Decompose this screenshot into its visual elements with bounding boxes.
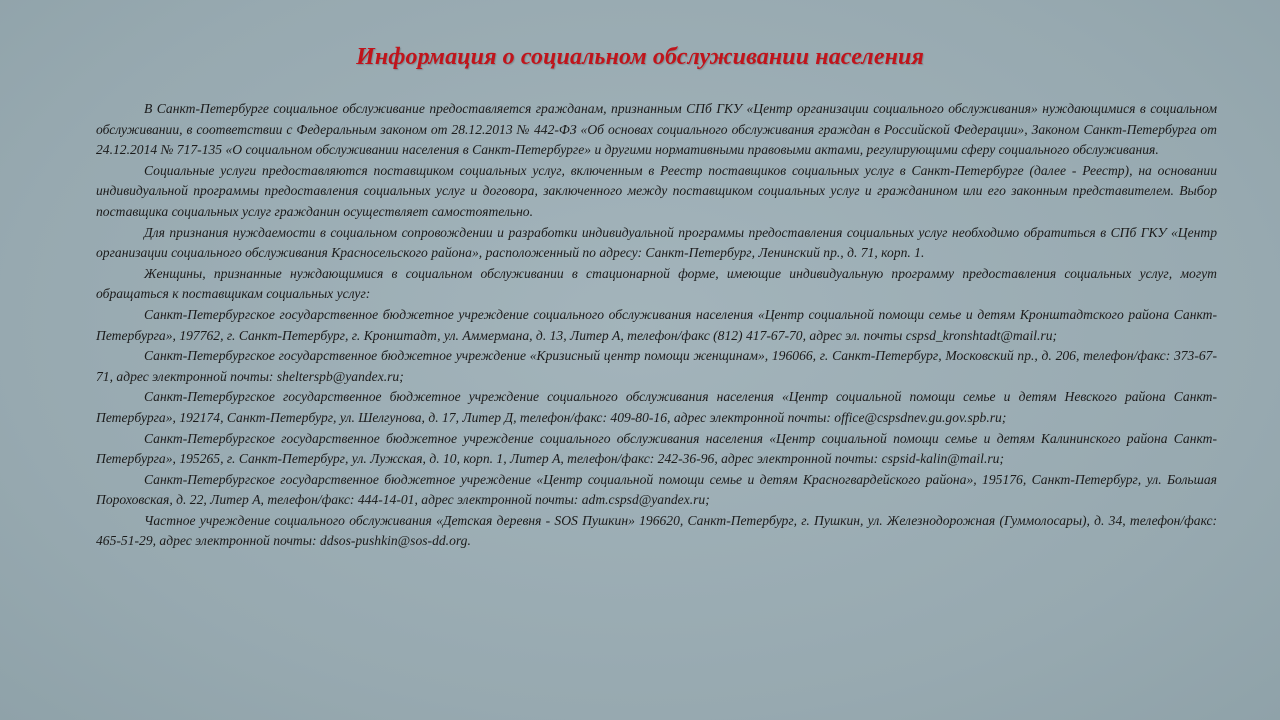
provider-suffix: ; (1001, 409, 1007, 425)
provider-krasnogvardeysky (96, 470, 1217, 511)
provider-kalininsky (96, 429, 1217, 470)
paragraph-intro: В Санкт-Петербурге социальное обслуживание предоставляется гражданам, признанным СПб ГКУ «Центр организации социального обслуживания» нуждающимися в социальном обслуживании, в соответствии с Федеральным законом от 28.12.2013 № 442-ФЗ «Об основах социального обслуживания граждан в Российской Федерации», Законом Санкт-Петербурга от 24.12.2014 № 717-135 «О социальном обслуживании населения в Санкт-Петербурге» и другими нормативными правовыми актами, регулирующими сферу социального обслуживания. (96, 101, 1217, 158)
paragraph-services: Социальные услуги предоставляются поставщиком социальных услуг, включенным в Реестр поставщиков социальных услуг в Санкт-Петербурге (далее - Реестр), на основании индивидуальной программы предоставления социальных услуг и договора, заключенного между поставщиком социальных услуг и гражданином или его законным представителем. Выбор поставщика социальных услуг гражданин осуществляет самостоятельно. (96, 162, 1217, 219)
email-link[interactable]: office@cspsdnev.gu.gov.spb.ru (834, 409, 1002, 425)
provider-suffix: . (467, 533, 471, 549)
page-title: Информация о социальном обслуживании населения (356, 44, 924, 70)
provider-text: Частное учреждение социального обслуживания «Детская деревня - SOS Пушкин» 196620, Санкт-Петербург, г. Пушкин, ул. Железнодорожная (Гуммолосары), д. 34, телефон/факс: 465-51-29, адрес электронной почты: (96, 512, 1217, 549)
provider-suffix: ; (999, 451, 1004, 467)
provider-text: Санкт-Петербургское государственное бюджетное учреждение социального обслуживания населения «Центр социальной помощи семье и детям Невского района Санкт-Петербурга», 192174, Санкт-Петербург, ул. Шелгунова, д. 17, Литер Д, телефон/факс: 409-80-16, адрес электронной почты: (96, 389, 1217, 425)
provider-crisis-center (96, 346, 1217, 387)
provider-nevsky (96, 387, 1217, 428)
email-link[interactable]: adm.cspsd@yandex.ru (581, 492, 706, 508)
provider-text: Санкт-Петербургское государственное бюджетное учреждение «Кризисный центр помощи женщинам», 196066, г. Санкт-Петербург, Московский пр., д. 206, телефон/факс: 373-67-71, адрес электронной почты: (96, 348, 1217, 384)
provider-text: Санкт-Петербургское государственное бюджетное учреждение «Центр социальной помощи семье и детям Красногвардейского района», 195176, Санкт-Петербург, ул. Большая Пороховская, д. 22, Литер А, телефон/факс: 444-14-01, адрес электронной почты: (96, 471, 1217, 508)
provider-suffix: ; (399, 368, 404, 384)
email-link[interactable]: cspsd_kronshtadt@mail.ru (905, 327, 1053, 343)
provider-suffix: ; (705, 492, 710, 508)
document-body (96, 99, 1217, 552)
paragraph-women: Женщины, признанные нуждающимися в социальном обслуживании в стационарной форме, имеющие индивидуальную программу предоставления социальных услуг, могут обращаться к поставщикам социальных услуг: (96, 265, 1217, 302)
paragraph-application: Для признания нуждаемости в социальном сопровождении и разработки индивидуальной программы предоставления социальных услуг необходимо обратиться в СПб ГКУ «Центр организации социального обслуживания Красносельского района», расположенный по адресу: Санкт-Петербург, Ленинский пр., д. 71, корп. 1. (96, 224, 1217, 261)
provider-text: Санкт-Петербургское государственное бюджетное учреждение социального обслуживания населения «Центр социальной помощи семье и детям Калининского района Санкт-Петербурга», 195265, г. Санкт-Петербург, ул. Лужская, д. 10, корп. 1, Литер А, телефон/факс: 242-36-96, адрес электронной почты: (96, 430, 1217, 467)
email-link[interactable]: ddsos-pushkin@sos-dd.org (319, 533, 468, 549)
provider-suffix: ; (1052, 327, 1058, 343)
provider-text: Санкт-Петербургское государственное бюджетное учреждение социального обслуживания населения «Центр социальной помощи семье и детям Кронштадтского района Санкт-Петербурга», 197762, г. Санкт-Петербург, г. Кронштадт, ул. Аммермана, д. 13, Литер А, телефон/факс (812) 417-67-70, адрес эл. почты (96, 306, 1217, 343)
email-link[interactable]: shelterspb@yandex.ru (276, 368, 400, 384)
email-link[interactable]: cspsid-kalin@mail.ru (881, 451, 1000, 467)
provider-sos-pushkin (96, 511, 1217, 552)
provider-kronshtadt (96, 305, 1217, 346)
